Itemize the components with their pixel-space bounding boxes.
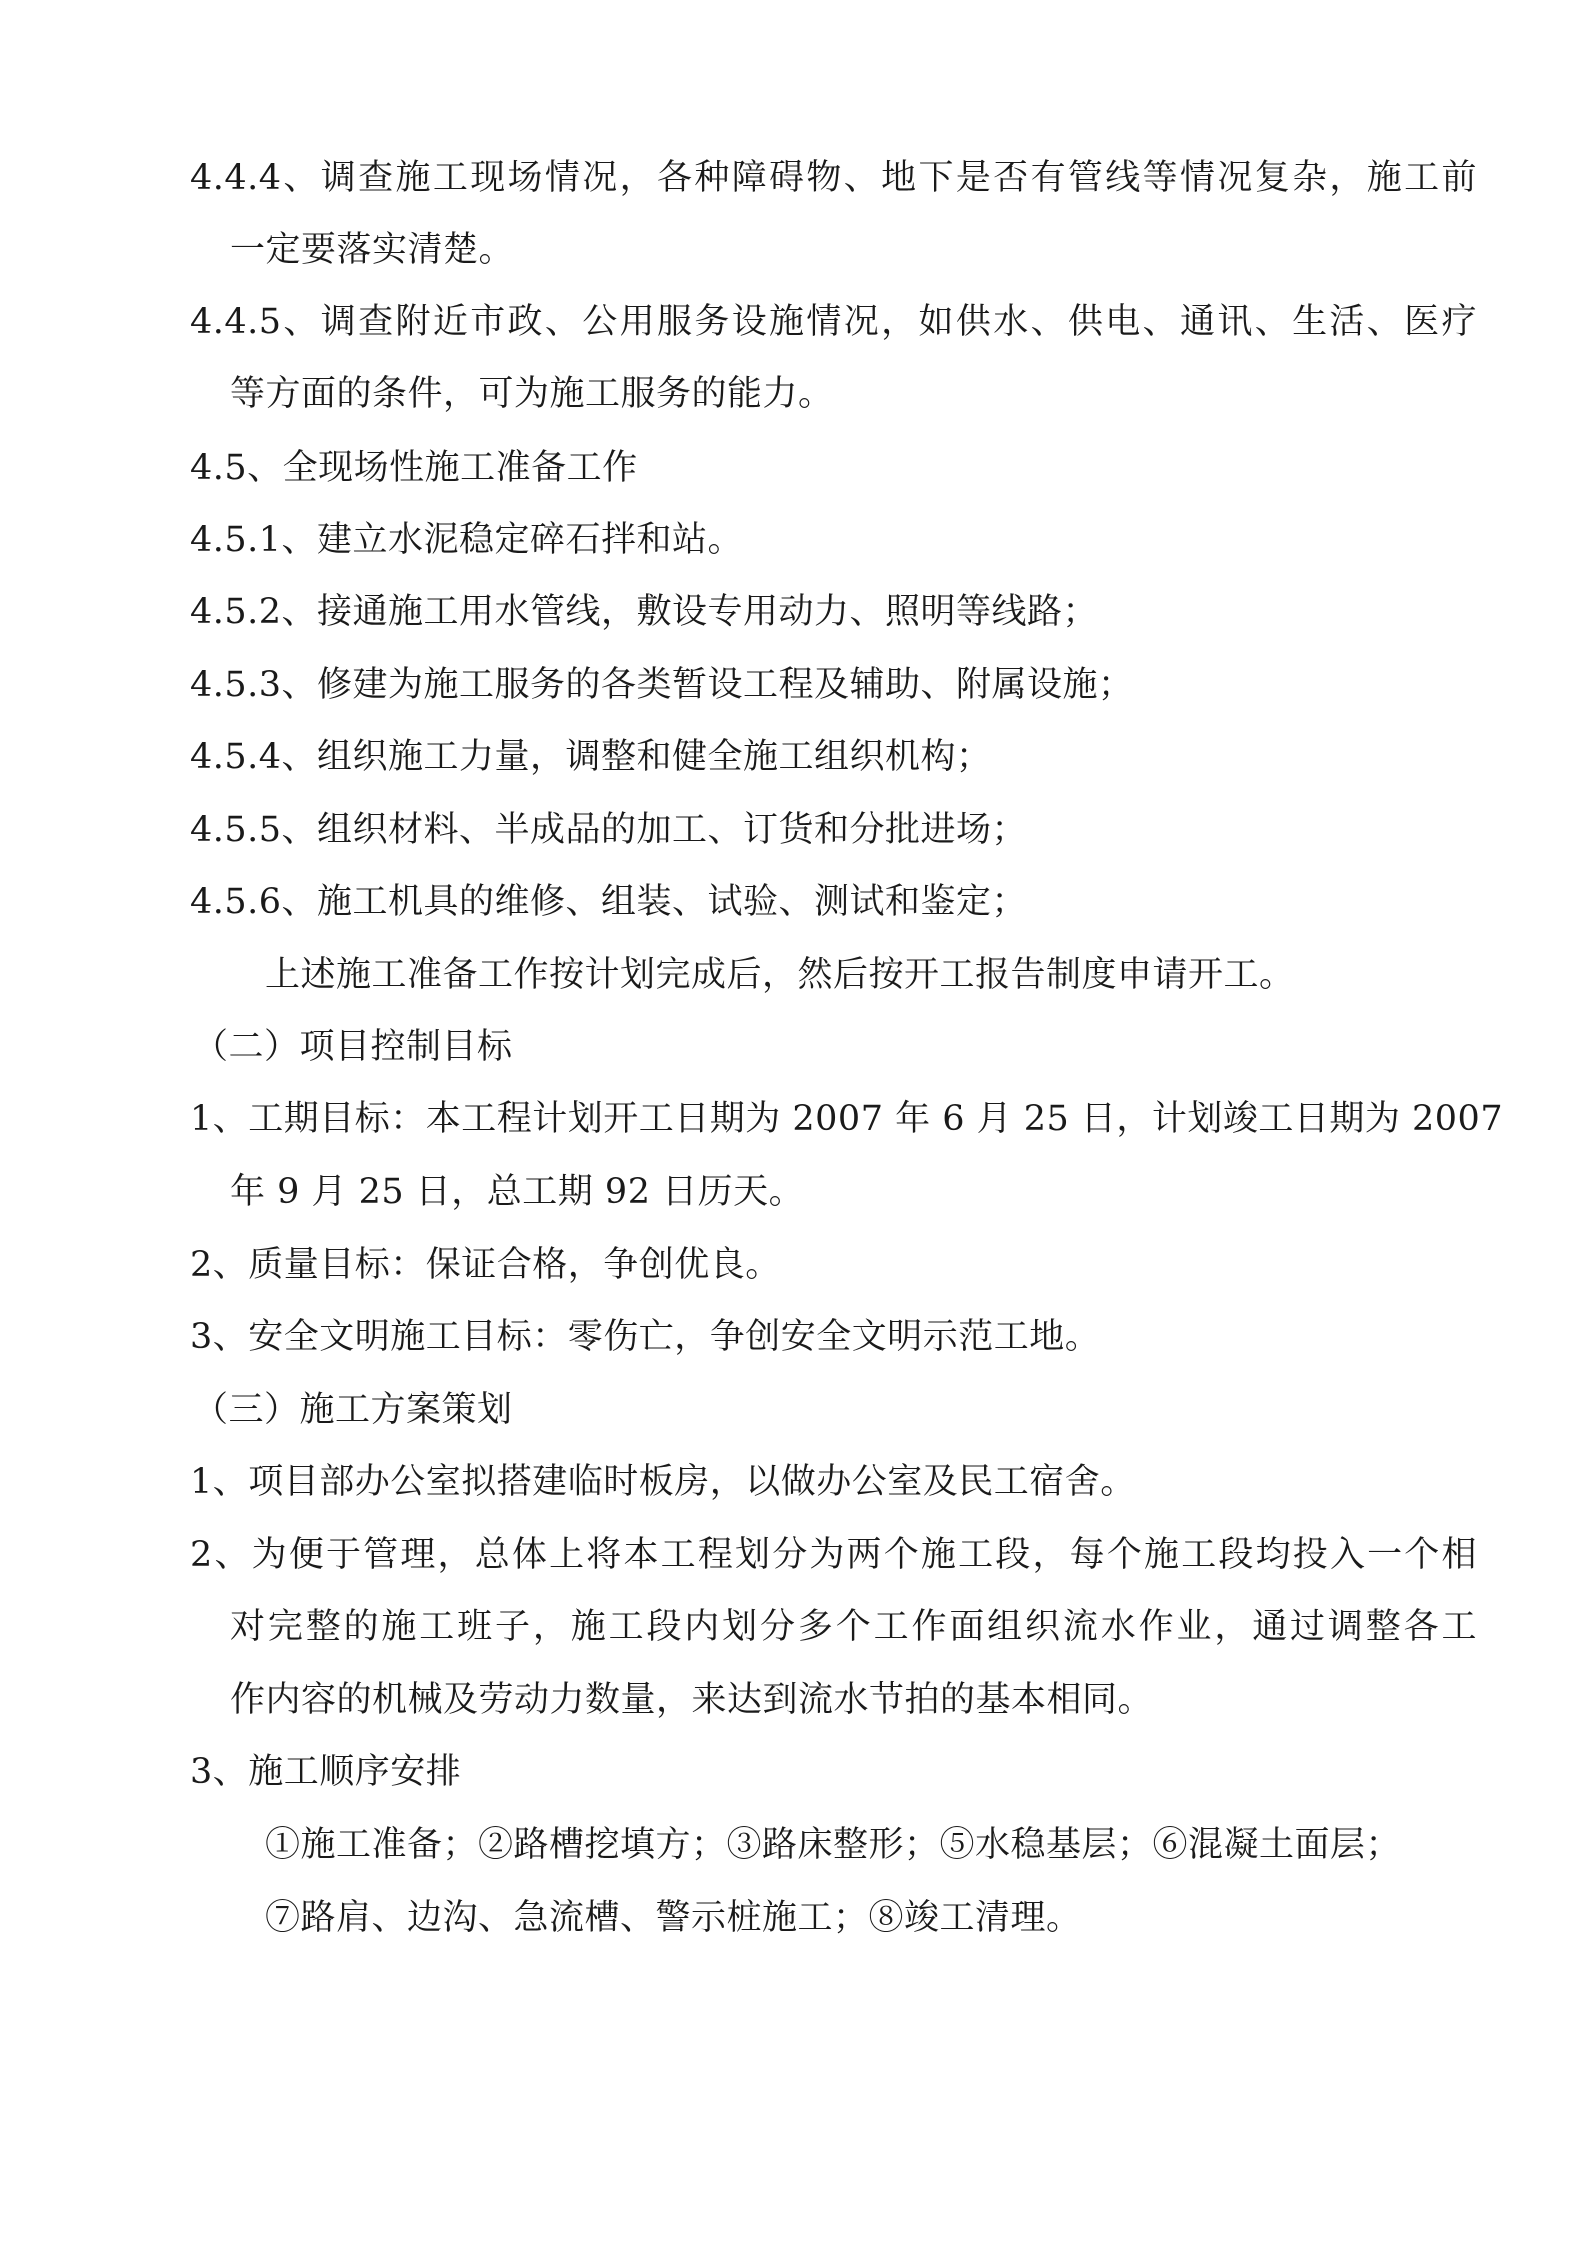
plan-item-2-continued: 对完整的施工班子，施工段内划分多个工作面组织流水作业，通过调整各工: [230, 1607, 1477, 1647]
item-4-5-6: 4.5.6、施工机具的维修、组装、试验、测试和鉴定；: [190, 882, 1028, 922]
item-4-5-1: 4.5.1、建立水泥稳定碎石拌和站。: [190, 520, 744, 560]
sequence-line-2: ⑦路肩、边沟、急流槽、警示桩施工；⑧竣工清理。: [265, 1898, 1082, 1938]
section-4-5-heading: 4.5、全现场性施工准备工作: [190, 448, 638, 488]
item-4-4-4-continued: 一定要落实清楚。: [230, 230, 515, 270]
summary-paragraph: 上述施工准备工作按计划完成后，然后按开工报告制度申请开工。: [265, 955, 1295, 995]
section-2-heading: （二）项目控制目标: [193, 1027, 513, 1067]
plan-item-2-continued-2: 作内容的机械及劳动力数量，来达到流水节拍的基本相同。: [230, 1680, 1154, 1720]
item-4-5-2: 4.5.2、接通施工用水管线，敷设专用动力、照明等线路；: [190, 592, 1099, 632]
item-4-5-4: 4.5.4、组织施工力量，调整和健全施工组织机构；: [190, 737, 992, 777]
plan-item-3: 3、施工顺序安排: [190, 1752, 462, 1792]
plan-item-1: 1、项目部办公室拟搭建临时板房，以做办公室及民工宿舍。: [190, 1462, 1136, 1502]
goal-schedule: 1、工期目标：本工程计划开工日期为 2007 年 6 月 25 日，计划竣工日期为 2007: [190, 1099, 1504, 1139]
item-4-4-5: 4.4.5、调查附近市政、公用服务设施情况，如供水、供电、通讯、生活、医疗: [190, 302, 1477, 342]
item-4-4-4: 4.4.4、调查施工现场情况，各种障碍物、地下是否有管线等情况复杂，施工前: [190, 158, 1477, 198]
item-4-4-5-continued: 等方面的条件，可为施工服务的能力。: [230, 374, 834, 414]
item-4-5-5: 4.5.5、组织材料、半成品的加工、订货和分批进场；: [190, 810, 1028, 850]
goal-schedule-continued: 年 9 月 25 日，总工期 92 日历天。: [230, 1172, 805, 1212]
sequence-line-1: ①施工准备；②路槽挖填方；③路床整形；⑤水稳基层；⑥混凝土面层；: [265, 1825, 1402, 1865]
goal-safety: 3、安全文明施工目标：零伤亡，争创安全文明示范工地。: [190, 1317, 1101, 1357]
item-4-5-3: 4.5.3、修建为施工服务的各类暂设工程及辅助、附属设施；: [190, 665, 1134, 705]
goal-quality: 2、质量目标：保证合格，争创优良。: [190, 1245, 781, 1285]
plan-item-2: 2、为便于管理，总体上将本工程划分为两个施工段，每个施工段均投入一个相: [190, 1535, 1477, 1575]
section-3-heading: （三）施工方案策划: [193, 1390, 513, 1430]
